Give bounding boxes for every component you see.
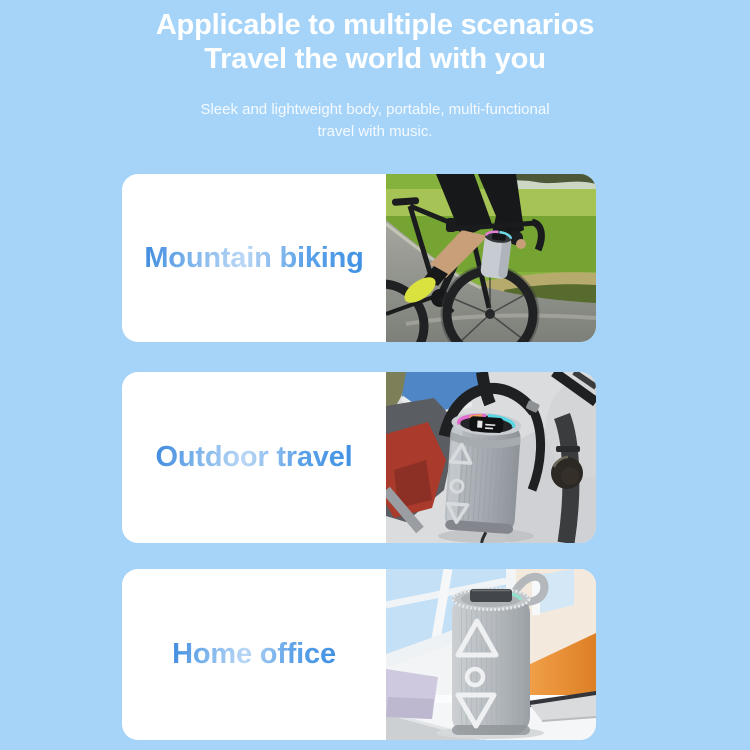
scenario-card-home-office: [122, 569, 596, 740]
title-line-2: Travel the world with you: [204, 43, 546, 75]
header: [0, 8, 750, 76]
subtitle-line-2: travel with music.: [317, 123, 433, 140]
speaker-base: [452, 725, 530, 735]
card-text-zone: [122, 569, 386, 740]
outdoor-travel-illustration: [386, 372, 596, 543]
card-label-home-office: Home office: [172, 638, 336, 670]
page-title: [0, 8, 750, 76]
card-text-zone: [122, 174, 386, 342]
title-line-1: Applicable to multiple scenarios: [155, 9, 595, 41]
card-label-outdoor-travel: Outdoor travel: [155, 441, 353, 473]
speaker-ribs: [460, 609, 522, 725]
shifter: [446, 218, 456, 232]
home-office-illustration: [386, 569, 596, 740]
strap-keeper: [556, 446, 580, 452]
lavender-chair-shade: [386, 697, 434, 719]
card-label-mountain-biking: Mountain biking: [144, 241, 364, 274]
scenario-card-mountain-biking: [122, 174, 596, 342]
photo-outdoor-travel: [386, 372, 596, 543]
scenario-card-outdoor-travel: [122, 372, 596, 543]
subtitle-line-1: Sleek and lightweight body, portable, multi-functional: [200, 101, 550, 118]
speaker-logo: [477, 420, 482, 427]
hand: [516, 239, 526, 249]
mountain-biking-illustration: [386, 174, 596, 342]
watch-dial-shade: [561, 467, 579, 485]
card-text-zone: [122, 372, 386, 543]
page-subtitle: [0, 99, 750, 143]
photo-home-office: [386, 569, 596, 740]
hub: [485, 309, 495, 319]
speaker-on-backpack: [443, 411, 522, 543]
photo-mountain-biking: [386, 174, 596, 342]
